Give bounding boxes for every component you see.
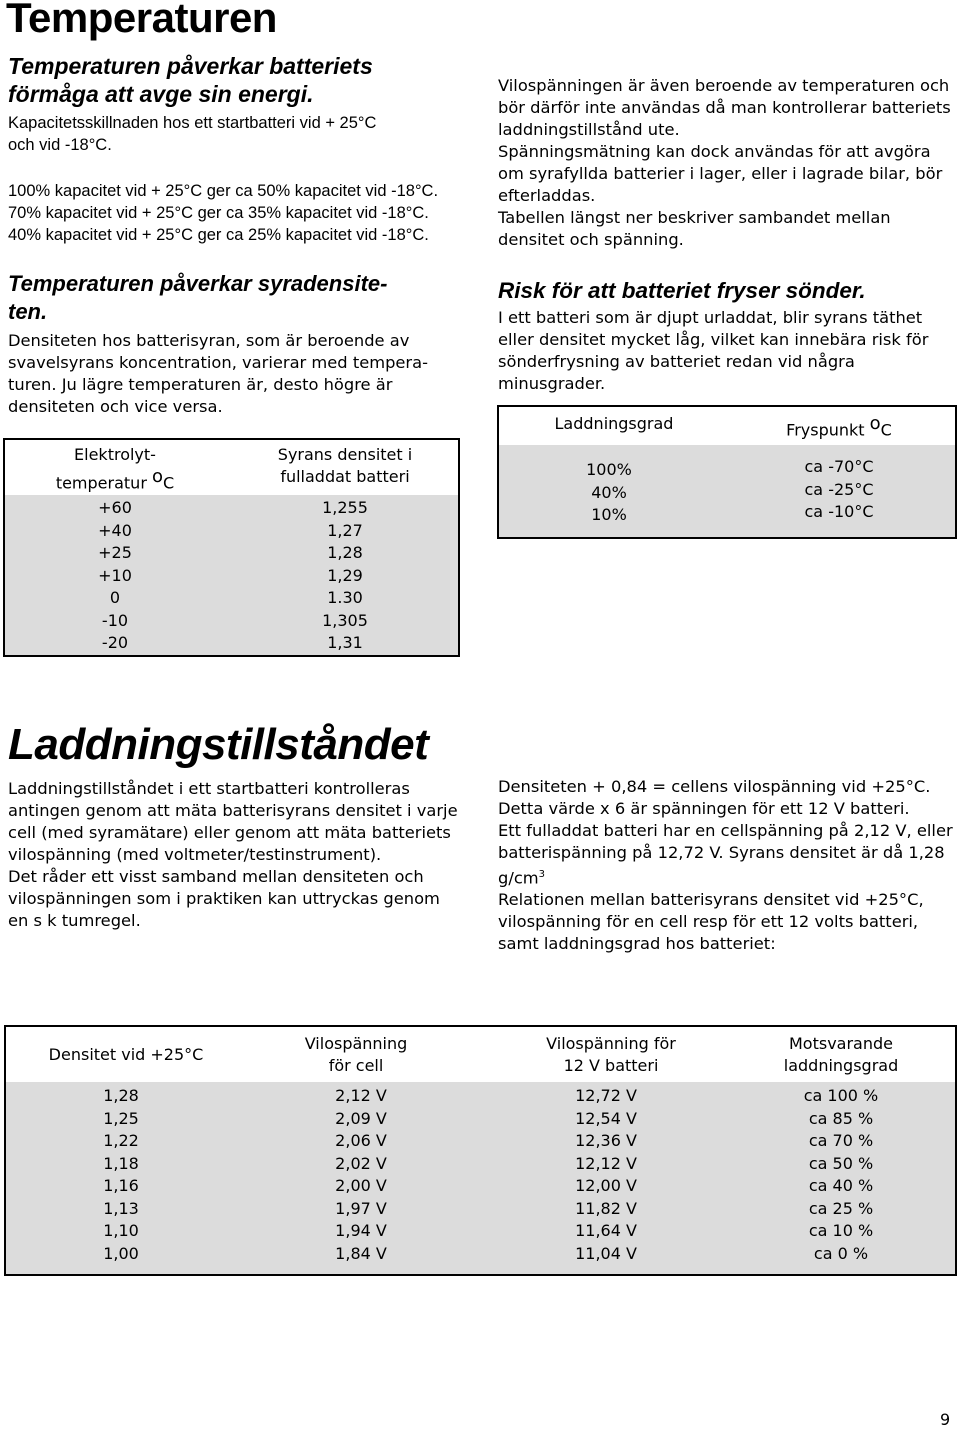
freeze-table — [497, 405, 957, 539]
table-column-header — [511, 1033, 711, 1077]
temperature-value: 0 — [109, 588, 121, 607]
sub-heading: Temperaturen påverkar batteriets förmåga att avge sin energi. — [8, 53, 373, 107]
charge-level-cell: ca 50 % — [808, 1153, 874, 1173]
temperature-value: -10 — [101, 610, 129, 630]
temperature-value: +25 — [98, 543, 132, 562]
temperature-value: +40 — [98, 520, 132, 540]
density-value: 1,305 — [322, 610, 368, 630]
battery-voltage-cell: 12,72 V — [575, 1086, 637, 1105]
density-value: 1,27 — [327, 520, 363, 540]
density-text: Densiteten hos batterisyran, som är beroende av svavelsyrans koncentration, varierar med temperaturen. Ju lägre temperaturen är, desto högre är densiteten och vice versa. — [8, 331, 428, 416]
charge-level-cell: ca 0 % — [813, 1243, 869, 1263]
cell-voltage-cell: 2,02 V — [335, 1153, 387, 1173]
cell-voltage-cell: 1,84 V — [335, 1243, 387, 1263]
col-header-density: Syrans densitet i fulladdat batteri — [277, 445, 413, 486]
density-cell: 1,10 — [103, 1221, 139, 1240]
density-column — [295, 497, 395, 655]
table-column-header — [21, 1044, 231, 1066]
charge-level-column — [776, 1085, 906, 1265]
temperature-column — [65, 497, 165, 655]
battery-voltage-cell: 12,00 V — [575, 1176, 637, 1195]
charge-state-text: Laddningstillståndet i ett startbatteri kontrolleras antingen genom att mäta batterisyrans densitet i varje cell (med syramätare) eller genom att mäta batteriets vilospänning (med voltmeter/testinstrument). Det råder ett visst samband mellan densiteten och vilospänningen som i praktiken kan uttryckas genom en s k tumregel. — [8, 779, 458, 930]
page-title: Temperaturen — [6, 0, 277, 41]
charge-level-cell: ca 85 % — [808, 1108, 874, 1128]
freeze-text: I ett batteri som är djupt urladdat, blir syrans täthet eller densitet mycket låg, vilket kan innebära risk för sönderfrysning av batteriet redan vid några minusgrader. — [498, 308, 929, 393]
density-value: 1,255 — [322, 498, 368, 517]
density-cell: 1,13 — [103, 1198, 139, 1218]
density-cell: 1,18 — [103, 1153, 139, 1173]
capacity-list: 100% kapacitet vid + 25°C ger ca 50% kapacitet vid -18°C. 70% kapacitet vid + 25°C ger ca 35% kapacitet vid -18°C. 40% kapacitet vid + 25°C ger ca 25% kapacitet vid -18°C. — [8, 182, 439, 244]
density-cell: 1,28 — [103, 1086, 139, 1105]
battery-voltage-column — [536, 1085, 676, 1265]
charge-column — [559, 459, 659, 527]
header-line: Densitet vid +25°C — [48, 1045, 204, 1064]
charge-value: 10% — [591, 505, 627, 524]
temperature-density-table — [3, 438, 460, 657]
header-line: 12 V batteri — [563, 1056, 659, 1075]
col-header-charge: Laddningsgrad — [554, 414, 674, 433]
cell-voltage-cell: 2,06 V — [335, 1131, 387, 1150]
col-header-temperature: Elektrolyt- temperatur $^o$C — [55, 445, 175, 493]
battery-voltage-cell: 12,54 V — [575, 1108, 637, 1128]
header-line: Vilospänning — [304, 1034, 408, 1053]
charge-level-cell: ca 25 % — [808, 1198, 874, 1218]
temperature-value: +10 — [98, 565, 132, 585]
rule-of-thumb-text: Densiteten + 0,84 = cellens vilospänning vid +25°C. Detta värde x 6 är spänningen för ett 12 V batteri. Ett fulladdat batteri har en cellspänning på 2,12 V, eller batterispänning på 12,72 V. Syrans densitet är då 1,28 $g/cm^3$ Relationen mellan batterisyrans densitet vid +25°C, vilospänning för en cell resp för ett 12 volts batteri, samt laddningsgrad hos batteriet: — [498, 777, 953, 954]
freezepoint-value: ca -25°C — [804, 479, 874, 499]
cell-voltage-cell: 2,12 V — [335, 1086, 387, 1105]
charge-level-cell: ca 10 % — [808, 1221, 874, 1240]
charge-level-cell: ca 70 % — [808, 1131, 874, 1150]
density-value: 1,31 — [327, 633, 363, 652]
cell-voltage-cell: 1,97 V — [335, 1198, 387, 1218]
density-cell: 1,25 — [103, 1108, 139, 1128]
density-cell: 1,00 — [103, 1243, 139, 1263]
heading-density: Temperaturen påverkar syradensite- ten. — [8, 271, 388, 324]
density-value: 1,28 — [327, 543, 363, 562]
density-voltage-table — [4, 1025, 957, 1276]
cell-voltage-cell: 1,94 V — [335, 1221, 387, 1240]
temperature-value: +60 — [98, 498, 132, 517]
rest-voltage-text: Vilospänningen är även beroende av temperaturen och bör därför inte användas då man kontrollerar batteriets laddningstillstånd ute. Spänningsmätning kan dock användas för att avgöra om syrafyllda batterier i lager, eller i lagrade bilar, bör efterladdas. Tabellen längst ner beskriver sambandet mellan densitet och spänning. — [498, 76, 951, 249]
header-line: Vilospänning för — [546, 1034, 676, 1053]
header-line: för cell — [328, 1056, 384, 1075]
header-line: Motsvarande — [789, 1034, 893, 1053]
density-value: 1,29 — [327, 565, 363, 585]
density-cell: 1,16 — [103, 1176, 139, 1195]
heading-freeze: Risk för att batteriet fryser sönder. — [498, 278, 866, 303]
battery-voltage-cell: 12,36 V — [575, 1131, 637, 1150]
charge-level-cell: ca 100 % — [803, 1086, 879, 1105]
intro-text: Kapacitetsskillnaden hos ett startbatteri vid + 25°C och vid -18°C. — [8, 114, 377, 154]
temperature-value: -20 — [101, 633, 129, 652]
header-line: laddningsgrad — [783, 1056, 899, 1075]
cell-voltage-cell: 2,09 V — [335, 1108, 387, 1128]
col-header-freezepoint: Fryspunkt $^o$C — [786, 413, 892, 440]
table-column-header — [741, 1033, 941, 1077]
battery-voltage-cell: 11,82 V — [575, 1198, 637, 1218]
table-column-header — [261, 1033, 451, 1077]
battery-voltage-cell: 12,12 V — [575, 1153, 637, 1173]
density-cell: 1,22 — [103, 1131, 139, 1150]
density-value: 1.30 — [327, 588, 363, 607]
battery-voltage-cell: 11,64 V — [575, 1221, 637, 1240]
battery-voltage-cell: 11,04 V — [575, 1243, 637, 1263]
cell-voltage-column — [296, 1085, 426, 1265]
charge-value: 40% — [591, 482, 627, 502]
freeze-column — [774, 456, 904, 524]
section-title-charge-state: Laddningstillståndet — [8, 720, 429, 769]
density-values-column — [56, 1085, 186, 1265]
cell-voltage-cell: 2,00 V — [335, 1176, 387, 1195]
page-number: 9 — [940, 1410, 951, 1429]
charge-level-cell: ca 40 % — [808, 1176, 874, 1195]
charge-value: 100% — [586, 460, 632, 479]
freezepoint-value: ca -70°C — [804, 457, 874, 476]
freezepoint-value: ca -10°C — [804, 502, 874, 521]
